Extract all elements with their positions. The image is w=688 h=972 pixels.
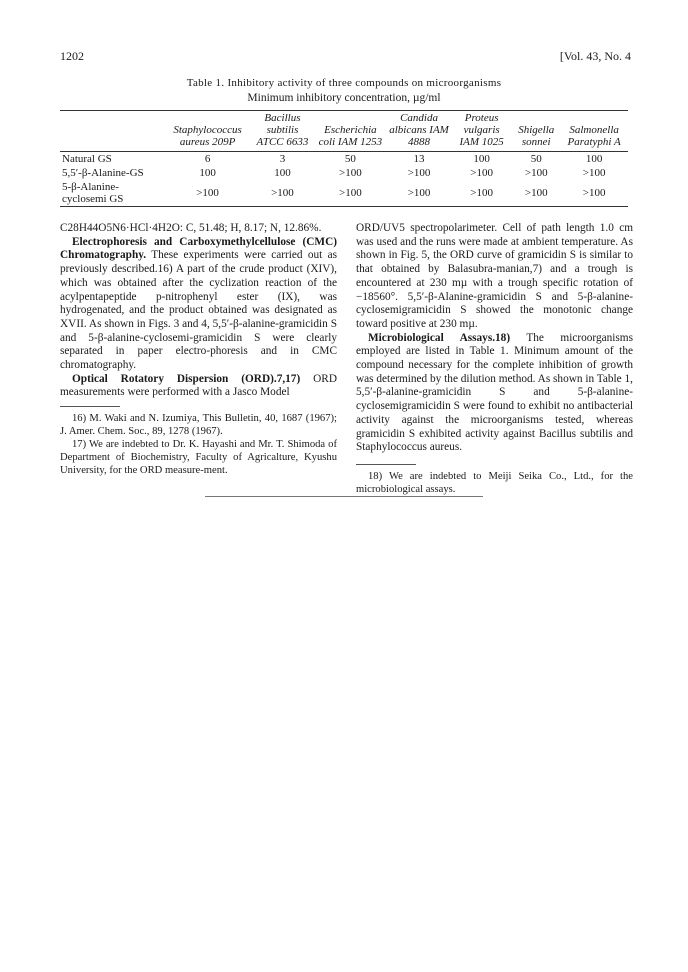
right-column <box>356 222 633 496</box>
mic-value: >100 <box>524 167 548 179</box>
column-header: Staphylococcus aureus 209P <box>173 124 242 148</box>
column-header: Bacillus subtilis ATCC 6633 <box>256 112 309 148</box>
journal-reference: [Vol. 43, No. 4 <box>559 49 631 63</box>
column-header: Shigella sonnei <box>518 124 555 148</box>
compound-name: 5-β-Alanine-cyclosemi GS <box>62 181 124 205</box>
mic-value: >100 <box>470 167 493 179</box>
table-row <box>60 180 628 208</box>
mic-value: >100 <box>339 167 362 179</box>
table-bottom-rule <box>60 206 628 207</box>
mic-value: 13 <box>413 153 425 165</box>
bottom-rule <box>205 496 483 497</box>
mic-value: >100 <box>196 187 219 199</box>
paragraph-text: The microorganisms employed are listed in Table 1. Minimum amount of the compound necessary for the complete inhibition of growth was determined by the dilution method. As shown in Table 1, 5,5′-β-alanine-gramicidin S and 5-β-alanine-cyclosemigramicidin S were found to exhibit no antibacterial activity against the microorganisms tested, whereas gramicidin S exhibited activity against Bacillus subtilis and Staphylococcus aureus. <box>356 331 633 454</box>
footnote-rule <box>356 464 416 465</box>
elemental-analysis: C28H44O5N6·HCl·4H2O: C, 51.48; H, 8.17; N, 12.86%. <box>60 222 322 234</box>
paragraph-text: ORD measurements were performed with a Jasco Model <box>60 372 337 399</box>
footnotes <box>356 470 633 496</box>
table-header-row <box>60 110 628 152</box>
mic-value: 3 <box>279 153 286 165</box>
mic-value: >100 <box>407 187 431 199</box>
mic-value: >100 <box>582 167 606 179</box>
footnote-rule <box>60 406 120 407</box>
column-header: Candida albicans IAM 4888 <box>389 112 449 148</box>
column-header: Proteus vulgaris IAM 1025 <box>459 112 504 148</box>
paragraph-microbiological <box>356 332 633 455</box>
section-heading: Electrophoresis and Carboxymethylcellulose (CMC) Chromatography. <box>60 235 337 262</box>
paragraph-ord <box>60 373 337 400</box>
mic-value: >100 <box>407 167 431 179</box>
mic-value: 100 <box>274 167 291 179</box>
mic-value: 100 <box>585 153 603 165</box>
footnote-18: 18) We are indebted to Meiji Seika Co., Ltd., for the microbiological assays. <box>356 470 633 495</box>
page-number: 1202 <box>60 49 84 63</box>
mic-value: 100 <box>199 167 216 179</box>
paragraph-electrophoresis <box>60 236 337 373</box>
left-column <box>60 222 337 477</box>
mic-value: 50 <box>530 153 542 165</box>
paragraph-ord-continued: ORD/UV5 spectropolarimeter. Cell of path length 1.0 cm was used and the runs were made at ambient temperature. As shown in Fig. 5, the ORD curve of gramicidin S is similar to that obtained by Balasubra-manian,7) and a trough is encountered at 230 mµ with a trough specific rotation of −18560°. 5,5′-β-Alanine-gramicidin S and 5-β-alanine-cyclosemigramicidin S showed the monotonic change toward positive at 230 mµ. <box>356 222 633 330</box>
section-heading: Microbiological Assays.18) <box>368 331 511 344</box>
footnote-17: 17) We are indebted to Dr. K. Hayashi and Mr. T. Shimoda of Department of Biochemistry, Faculty of Agricalture, Kyushu University, for the ORD measure-ment. <box>60 439 337 477</box>
mic-table <box>60 110 628 208</box>
column-header: Escherichia coli IAM 1253 <box>318 124 383 148</box>
table-row <box>60 152 628 167</box>
table-subcaption: Minimum inhibitory concentration, µg/ml <box>247 92 441 104</box>
mic-value: 6 <box>204 153 211 165</box>
column-header <box>60 110 164 152</box>
footnotes <box>60 412 337 477</box>
footnote-16: 16) M. Waki and N. Izumiya, This Bulletin, 40, 1687 (1967); J. Amer. Chem. Soc., 89, 1278 (1967). <box>60 413 337 438</box>
section-heading: Optical Rotatory Dispersion (ORD).7,17) <box>72 372 301 385</box>
mic-value: 50 <box>344 153 356 165</box>
mic-value: >100 <box>582 187 606 199</box>
mic-value: 100 <box>473 153 490 165</box>
mic-value: >100 <box>339 187 362 199</box>
paragraph-text: These experiments were carried out as previously described.16) A part of the crude product (XIV), which was obtained after the cyclization reaction of the acylpentapeptide p-nitrophenyl ester (IX), was hydrogenated, and the product obtained was designated as XVII. As shown in Figs. 3 and 4, 5,5′-β-alanine-gramicidin S and 5-β-alanine-cyclosemi-gramicidin S were clearly separated in paper electro-phoresis and in CMC chromatography. <box>60 249 337 372</box>
table-caption: Table 1. Inhibitory activity of three compounds on microorganisms <box>186 77 502 89</box>
column-header: Salmonella Paratyphi A <box>567 124 621 148</box>
mic-value: >100 <box>470 187 493 199</box>
mic-value: >100 <box>524 187 548 199</box>
table-row <box>60 166 628 180</box>
mic-value: >100 <box>271 187 294 199</box>
compound-name: Natural GS <box>62 153 112 165</box>
compound-name: 5,5′-β-Alanine-GS <box>62 167 144 179</box>
